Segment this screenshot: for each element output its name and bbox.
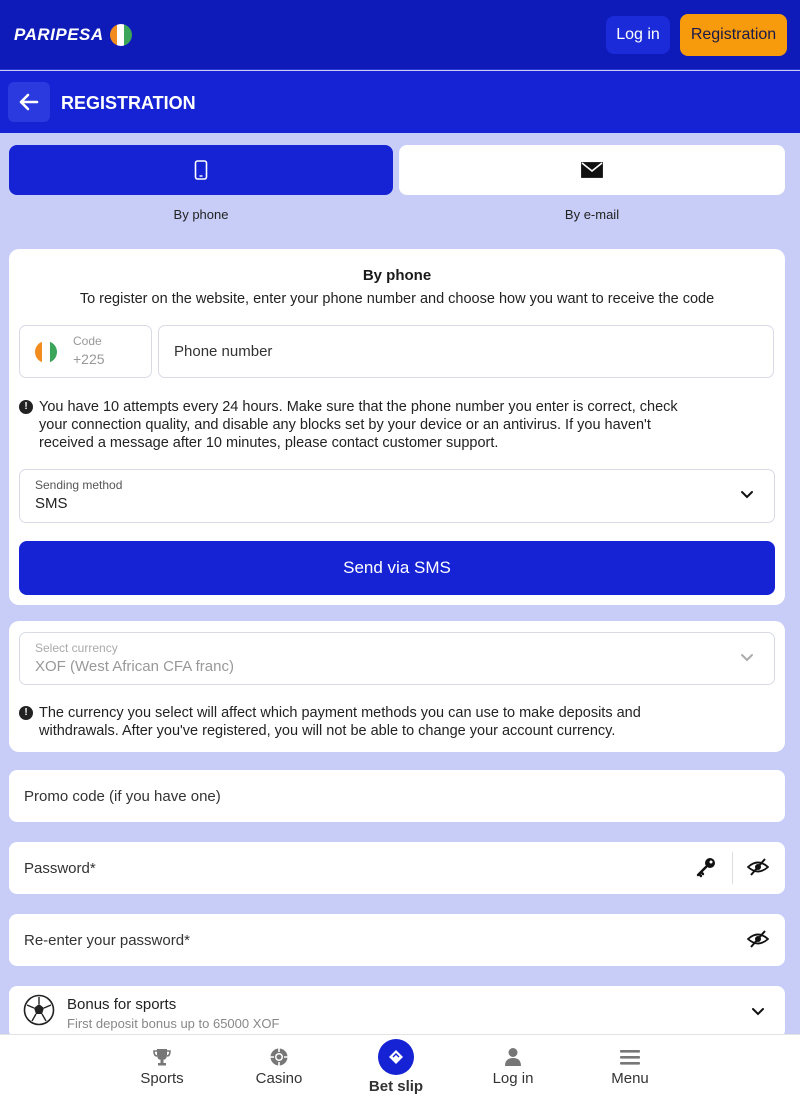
tab-by-phone[interactable]	[9, 145, 393, 195]
currency-info	[19, 704, 641, 740]
user-icon	[504, 1047, 522, 1067]
chevron-down-icon	[751, 1005, 765, 1019]
trophy-icon	[152, 1047, 172, 1067]
login-button[interactable]: Log in	[606, 16, 670, 54]
logo-text: PARIPESA	[14, 25, 104, 44]
envelope-icon	[581, 162, 603, 178]
country-code-select[interactable]	[19, 325, 152, 378]
bonus-title: Bonus for sports	[67, 996, 177, 1013]
sending-method-label: Sending method	[35, 478, 123, 492]
sending-method-value: SMS	[35, 495, 68, 512]
ivory-coast-flag-icon	[35, 341, 57, 363]
code-label: Code	[73, 334, 102, 348]
chevron-down-icon	[740, 488, 754, 502]
key-icon[interactable]	[695, 856, 717, 878]
code-value: +225	[73, 351, 105, 367]
promo-code-input[interactable]: Promo code (if you have one)	[9, 770, 785, 822]
nav-label: Menu	[611, 1070, 649, 1087]
chevron-down-icon	[740, 651, 754, 665]
repeat-password-field[interactable]	[9, 914, 785, 966]
eye-off-icon[interactable]	[747, 858, 769, 876]
send-via-sms-button[interactable]: Send via SMS	[19, 541, 775, 595]
attempts-info-line: You have 10 attempts every 24 hours. Make sure that the phone number you enter is correct, check	[39, 399, 678, 415]
info-icon: !	[19, 706, 33, 720]
form-subtitle: To register on the website, enter your phone number and choose how you want to receive the code	[79, 291, 715, 307]
sending-method-select[interactable]	[19, 469, 775, 523]
page-title: REGISTRATION	[61, 93, 196, 113]
currency-card	[9, 621, 785, 752]
currency-select[interactable]	[19, 632, 775, 685]
currency-value: XOF (West African CFA franc)	[35, 658, 234, 675]
logo[interactable]	[14, 24, 132, 46]
phone-number-input[interactable]: Phone number	[158, 325, 774, 378]
nav-item-sports[interactable]	[117, 1035, 207, 1101]
currency-info-line: The currency you select will affect which payment methods you can use to make deposits and	[39, 705, 641, 721]
tab-by-email[interactable]	[399, 145, 785, 195]
phone-registration-card	[9, 249, 785, 605]
tab-by-phone-label[interactable]: By phone	[173, 207, 229, 222]
ticket-icon	[386, 1047, 406, 1067]
nav-item-login[interactable]	[468, 1035, 558, 1101]
password-field[interactable]	[9, 842, 785, 894]
repeat-password-placeholder: Re-enter your password*	[24, 931, 190, 949]
soccer-ball-icon	[23, 994, 55, 1026]
password-placeholder: Password*	[24, 859, 96, 877]
nav-label: Sports	[140, 1070, 184, 1087]
divider	[732, 852, 733, 884]
nav-label: Casino	[255, 1070, 303, 1087]
registration-button[interactable]: Registration	[680, 14, 787, 56]
hamburger-icon	[620, 1049, 640, 1065]
currency-info-line: withdrawals. After you've registered, you will not be able to change your account currency.	[39, 723, 616, 739]
nav-item-menu[interactable]	[585, 1035, 675, 1101]
attempts-info-line: received a message after 10 minutes, please contact customer support.	[39, 435, 499, 451]
bet-slip-button[interactable]	[378, 1039, 414, 1075]
tab-by-email-label[interactable]: By e-mail	[564, 207, 620, 222]
currency-label: Select currency	[35, 641, 118, 655]
nav-label: Bet slip	[368, 1078, 424, 1095]
bonus-subtitle: First deposit bonus up to 65000 XOF	[67, 1016, 280, 1031]
attempts-info	[19, 398, 678, 452]
ivory-coast-flag-icon	[110, 24, 132, 46]
nav-item-casino[interactable]	[234, 1035, 324, 1101]
arrow-left-icon	[19, 93, 39, 111]
attempts-info-line: your connection quality, and disable any blocks set by your device or an antivirus. If you haven't	[39, 417, 651, 433]
nav-label: Log in	[492, 1070, 534, 1087]
chip-icon	[269, 1047, 289, 1067]
eye-off-icon[interactable]	[747, 930, 769, 948]
info-icon: !	[19, 400, 33, 414]
phone-icon	[194, 160, 208, 180]
title-bar	[0, 71, 800, 133]
back-button[interactable]	[8, 82, 50, 122]
top-header	[0, 0, 800, 70]
form-title: By phone	[362, 267, 432, 284]
bonus-select[interactable]	[9, 986, 785, 1038]
